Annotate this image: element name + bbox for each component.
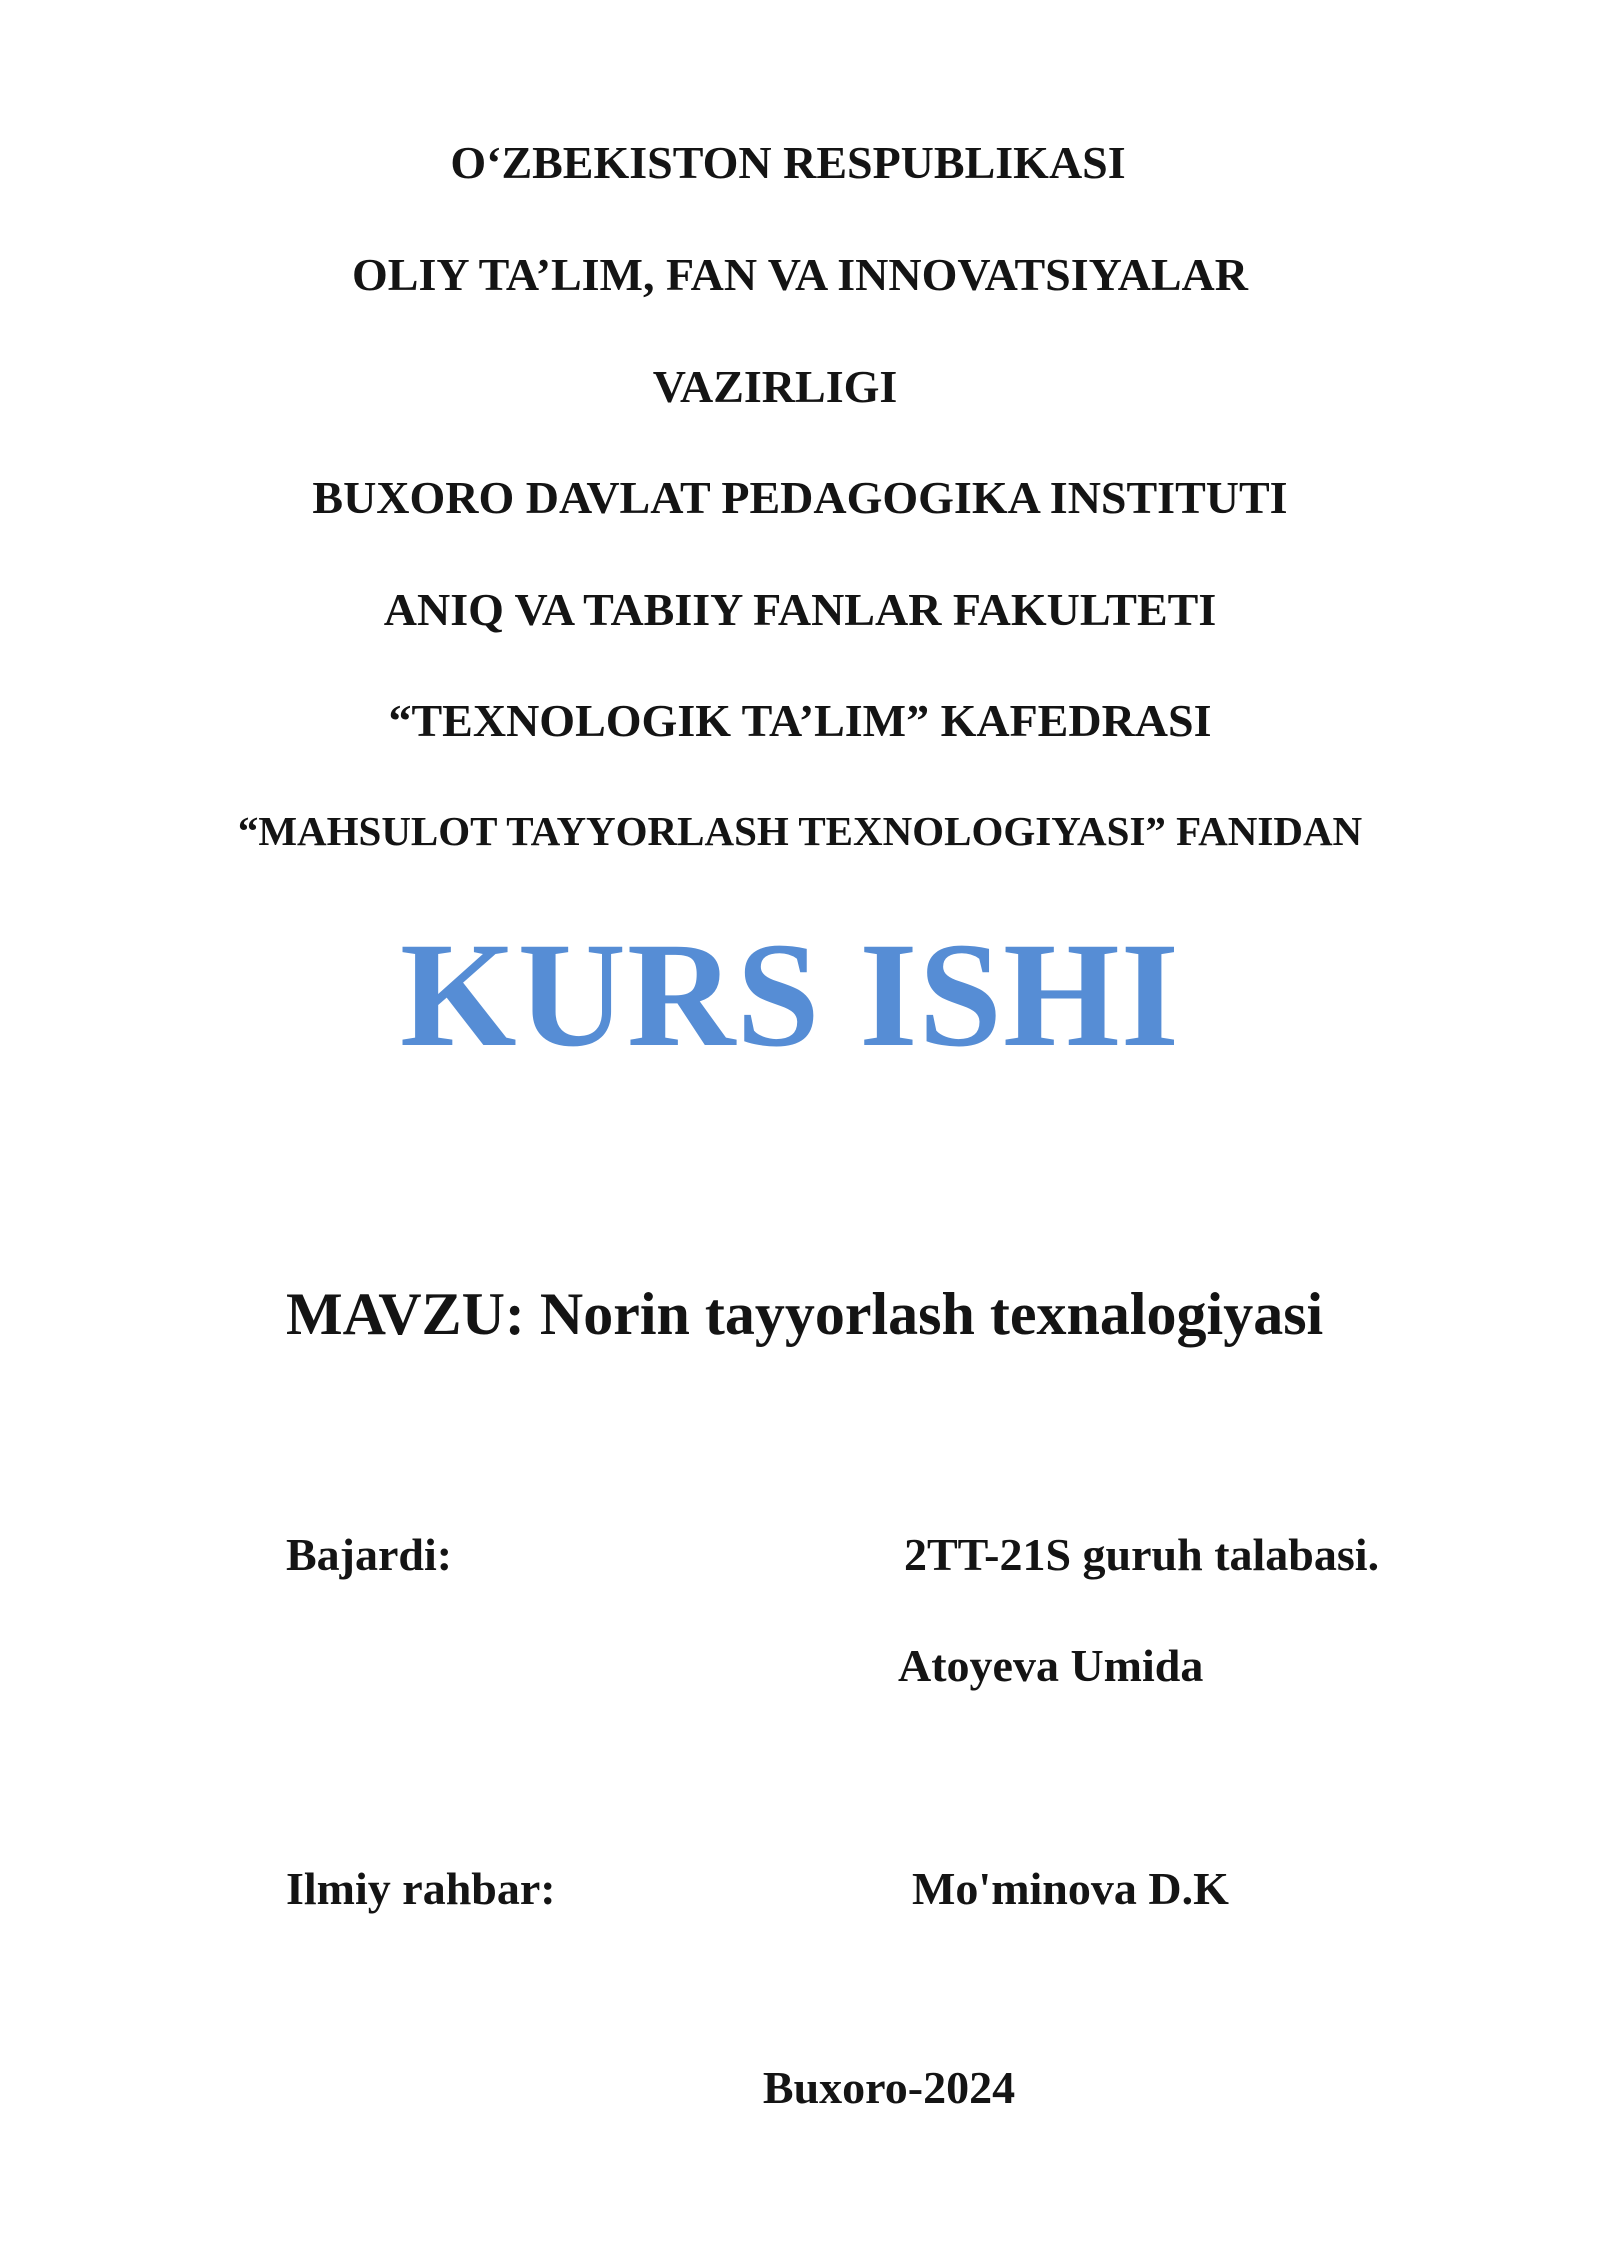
- institute-name: BUXORO DAVLAT PEDAGOGIKA INSTITUTI: [312, 472, 1288, 523]
- supervisor-name: Mo'minova D.K: [912, 1863, 1229, 1914]
- department-name: “TEXNOLOGIK TA’LIM” KAFEDRASI: [388, 695, 1212, 746]
- ministry-line-1: O‘ZBEKISTON RESPUBLIKASI: [450, 137, 1126, 188]
- faculty-name: ANIQ VA TABIIY FANLAR FAKULTETI: [383, 584, 1217, 635]
- supervisor-label: Ilmiy rahbar:: [286, 1863, 556, 1914]
- performer-label: Bajardi:: [286, 1529, 453, 1580]
- student-name: Atoyeva Umida: [898, 1640, 1204, 1691]
- topic-line: [286, 1281, 1324, 1347]
- city-year: Buxoro-2024: [762, 2062, 1016, 2113]
- ministry-line-3: VAZIRLIGI: [652, 361, 898, 412]
- student-group: 2TT-21S guruh talabasi.: [904, 1529, 1380, 1580]
- subject-name: “MAHSULOT TAYYORLASH TEXNOLOGIYASI” FANIDAN: [237, 808, 1363, 854]
- document-title: KURS ISHI: [399, 912, 1181, 1078]
- topic-value: Norin tayyorlash texnalogiyasi: [539, 1281, 1324, 1347]
- ministry-line-2: OLIY TA’LIM, FAN VA INNOVATSIYALAR: [352, 249, 1248, 300]
- topic-label: MAVZU:: [286, 1281, 525, 1347]
